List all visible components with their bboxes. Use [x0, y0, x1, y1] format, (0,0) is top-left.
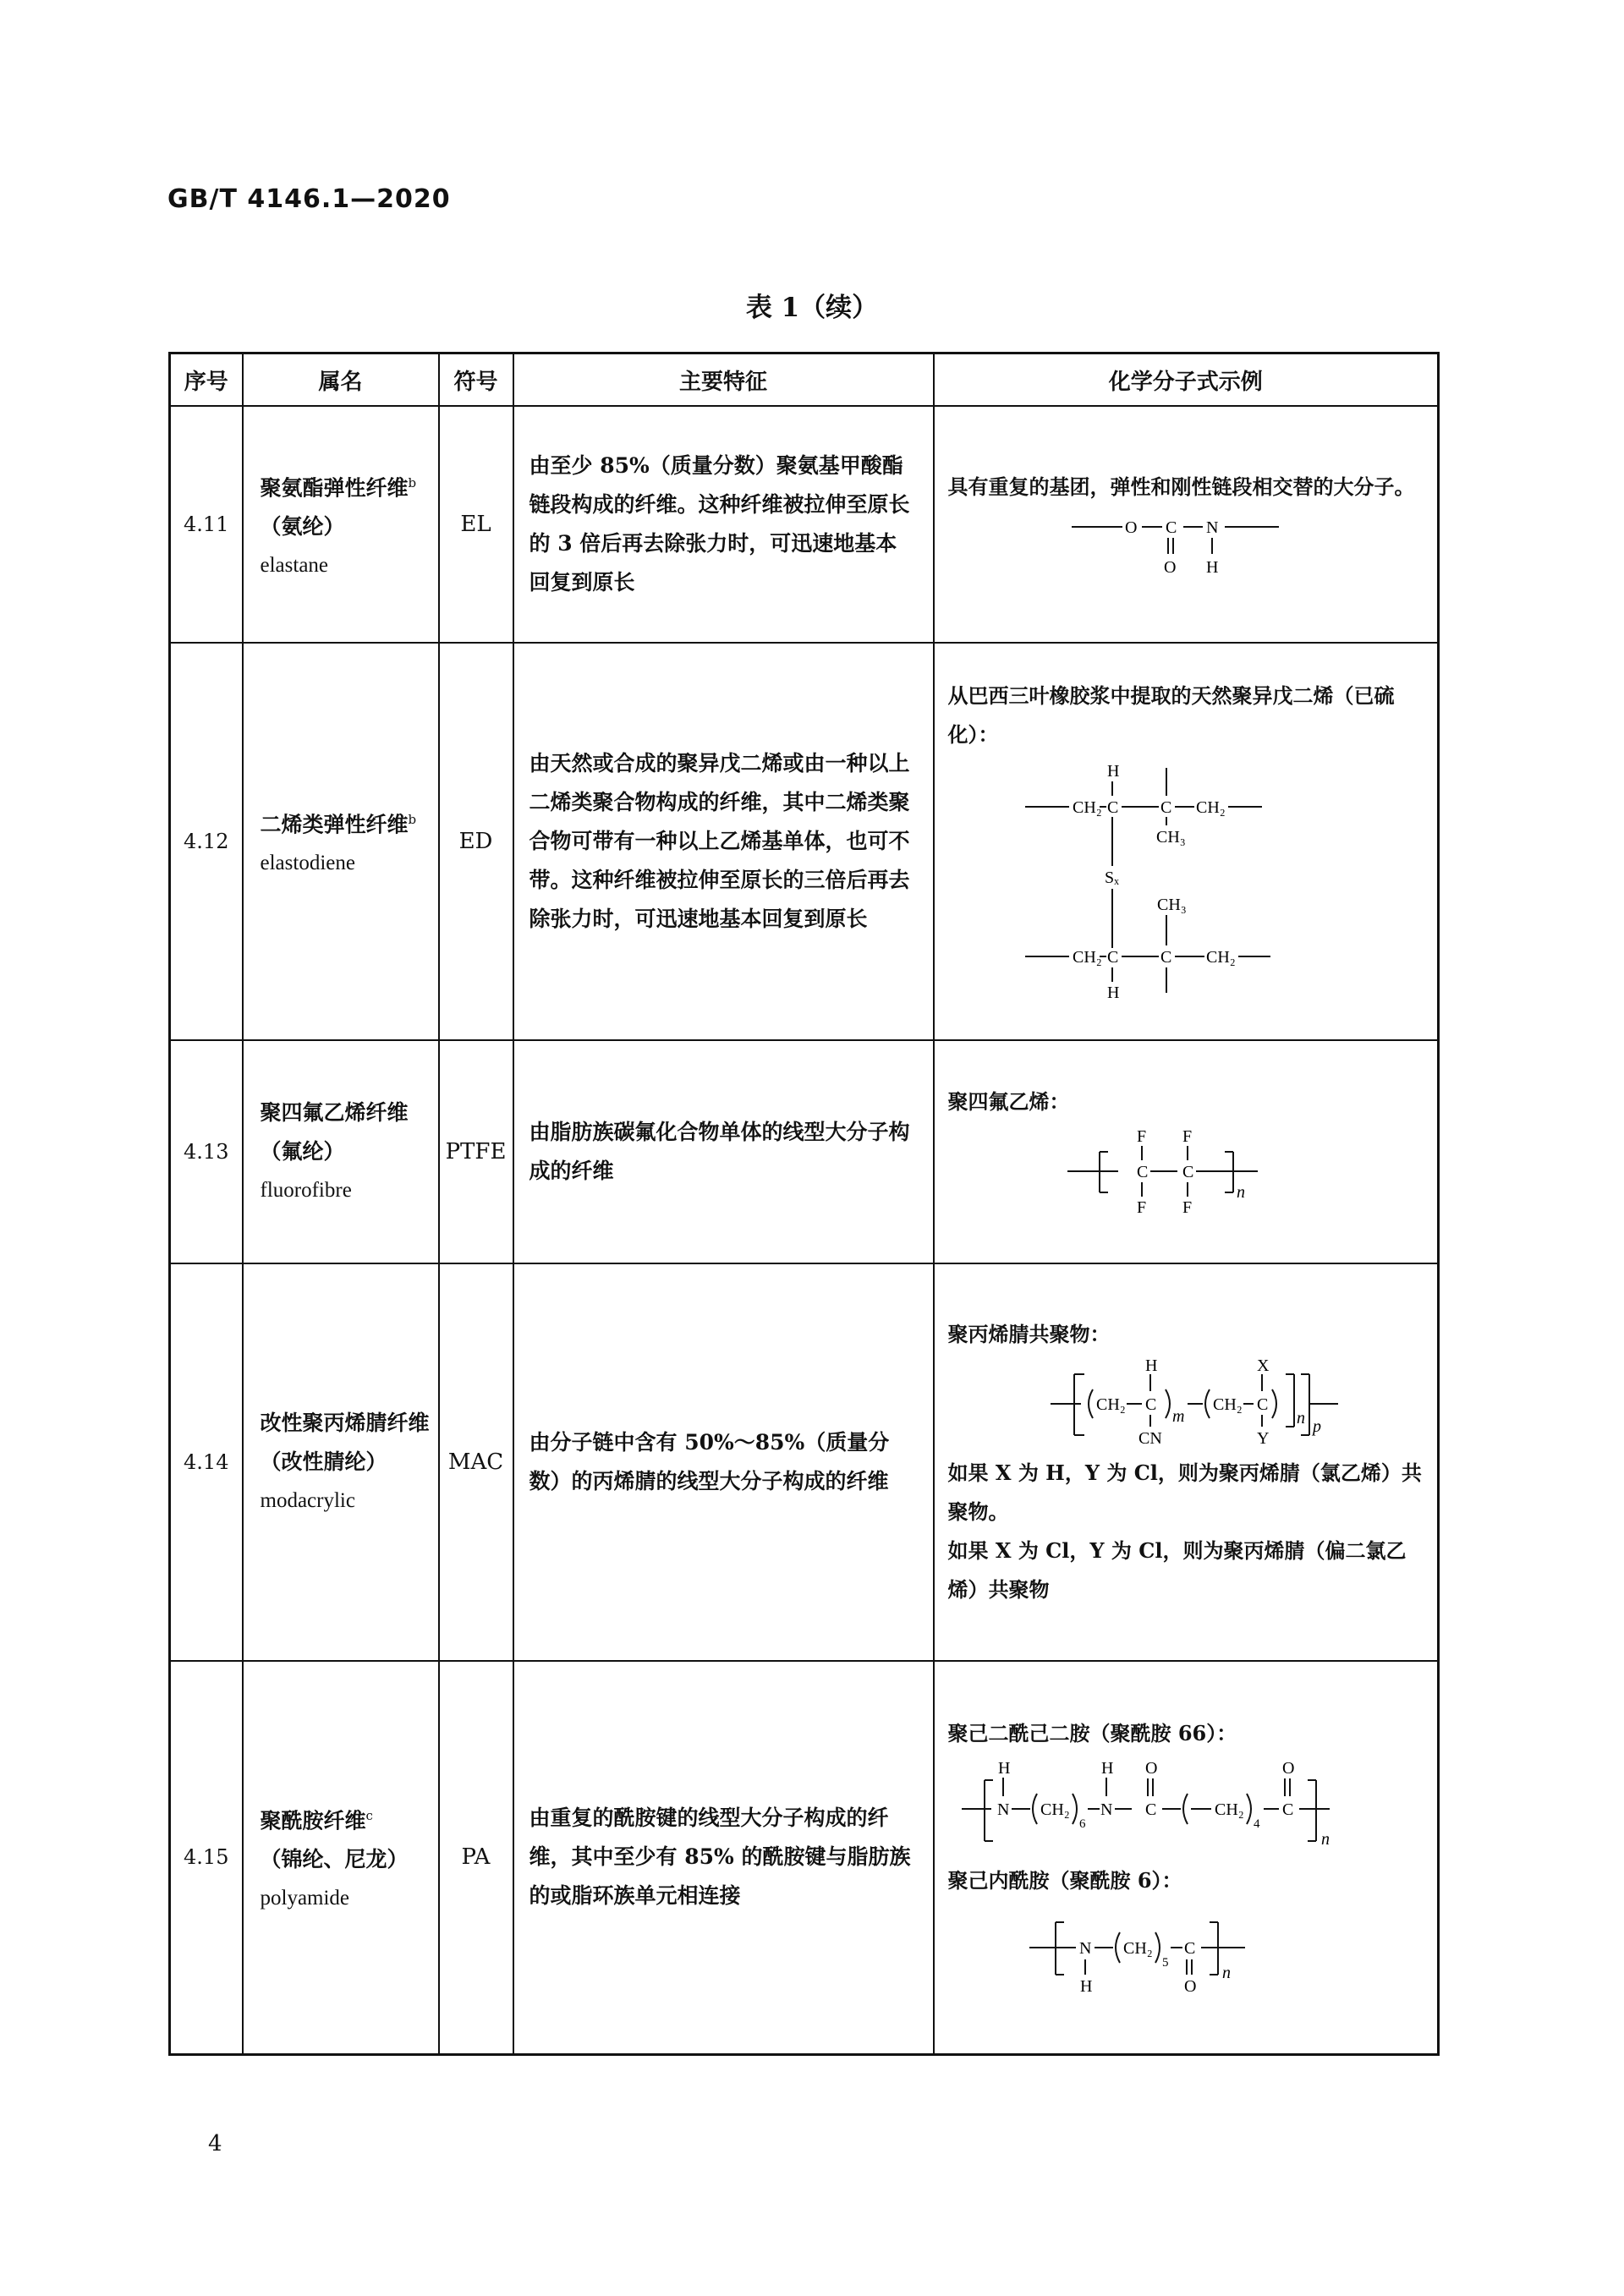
- svg-text:CH₃: CH₃: [1156, 896, 1187, 914]
- genus-cell: [243, 1661, 439, 2054]
- svg-text:CH₂: CH₂: [1195, 798, 1226, 817]
- formula-note: 如果 X 为 Cl，Y 为 Cl，则为聚丙烯腈（偏二氯乙烯）共聚物: [947, 1538, 1407, 1602]
- svg-text:H: H: [1079, 1977, 1093, 1997]
- svg-text:O: O: [1183, 1977, 1197, 1997]
- symbol-cell: ED: [439, 643, 513, 1040]
- svg-text:CH₂: CH₂: [1095, 1395, 1126, 1414]
- formula-description: 聚丙烯腈共聚物：: [947, 1322, 1111, 1346]
- svg-text:H: H: [1100, 1759, 1114, 1778]
- svg-text:N: N: [996, 1800, 1010, 1820]
- genus-cell: [243, 1040, 439, 1263]
- row-number: 4.11: [170, 406, 243, 643]
- svg-text:n: n: [1296, 1409, 1305, 1427]
- symbol-cell: PA: [439, 1661, 513, 2054]
- svg-text:H: H: [1106, 762, 1120, 781]
- feature-cell: 由至少 85%（质量分数）聚氨基甲酸酯链段构成的纤维。这种纤维被拉伸至原长的 3 倍后再去除张力时，可迅速地基本回复到原长: [513, 406, 934, 643]
- svg-text:CH₃: CH₃: [1155, 828, 1186, 847]
- table-row: [170, 1263, 1439, 1661]
- svg-text:CH₂: CH₂: [1212, 1395, 1243, 1414]
- svg-text:F: F: [1136, 1127, 1146, 1146]
- svg-text:C: C: [1182, 1163, 1194, 1181]
- svg-text:F: F: [1182, 1198, 1192, 1217]
- table-row: [170, 643, 1439, 1040]
- genus-cell: [243, 406, 439, 643]
- svg-text:O: O: [1124, 518, 1138, 537]
- table-row: [170, 1661, 1439, 2054]
- modacrylic-formula: [1000, 1357, 1372, 1450]
- genus-name-cn: 聚四氟乙烯纤维: [260, 1100, 409, 1125]
- svg-text:CH₂: CH₂: [1040, 1800, 1070, 1820]
- polyamide-66-formula: [957, 1756, 1414, 1858]
- symbol-cell: MAC: [439, 1263, 513, 1661]
- svg-text:p: p: [1312, 1417, 1321, 1436]
- feature-cell: 由天然或合成的聚异戊二烯或由一种以上二烯类聚合物构成的纤维，其中二烯类聚合物可带有一种以上乙烯基单体，也可不带。这种纤维被拉伸至原长的三倍后再去除张力时，可迅速地基本回复到原长: [513, 643, 934, 1040]
- genus-name-en: fluorofibre: [260, 1179, 352, 1202]
- formula-description: 具有重复的基团，弹性和刚性链段相交替的大分子。: [947, 474, 1415, 499]
- svg-text:CN: CN: [1138, 1429, 1162, 1448]
- svg-text:C: C: [1144, 1395, 1157, 1414]
- svg-text:C: C: [1160, 798, 1172, 817]
- formula-description: 聚己二酰己二胺（聚酰胺 66）：: [947, 1721, 1237, 1746]
- svg-text:H: H: [1144, 1357, 1158, 1375]
- genus-name-en: elastane: [260, 554, 329, 578]
- formula-note: 如果 X 为 H，Y 为 Cl，则为聚丙烯腈（氯乙烯）共聚物。: [947, 1460, 1422, 1524]
- column-header-symbol: 符号: [439, 353, 513, 407]
- genus-alt-name: （锦纶、尼龙）: [260, 1847, 409, 1872]
- svg-text:C: C: [1106, 948, 1119, 967]
- svg-text:N: N: [1100, 1800, 1113, 1820]
- svg-text:C: C: [1281, 1800, 1294, 1820]
- footnote-mark: c: [365, 1808, 373, 1824]
- table-row: [170, 1040, 1439, 1263]
- genus-alt-name: （氟纶）: [260, 1139, 345, 1164]
- svg-text:C: C: [1136, 1163, 1149, 1181]
- svg-text:X: X: [1256, 1357, 1270, 1375]
- svg-text:H: H: [997, 1759, 1011, 1778]
- formula-cell: [934, 1040, 1439, 1263]
- formula-description: 聚四氟乙烯：: [947, 1089, 1070, 1114]
- feature-cell: 由重复的酰胺键的线型大分子构成的纤维，其中至少有 85% 的酰胺键与脂肪族的或脂环族单元相连接: [513, 1661, 934, 2054]
- polyamide-6-formula: [1025, 1904, 1347, 1997]
- svg-text:O: O: [1144, 1759, 1158, 1778]
- standard-code: GB/T 4146.1—2020: [167, 184, 451, 214]
- column-header-name: 属名: [243, 353, 439, 407]
- svg-text:Y: Y: [1256, 1429, 1270, 1448]
- svg-text:m: m: [1171, 1407, 1185, 1426]
- svg-text:F: F: [1182, 1127, 1192, 1146]
- fibre-table: [168, 352, 1440, 2056]
- svg-text:CH₂: CH₂: [1072, 798, 1102, 817]
- svg-text:H: H: [1106, 984, 1120, 1002]
- genus-name-cn: 聚氨酯弹性纤维$^b$: [260, 474, 417, 501]
- genus-cell: [243, 1263, 439, 1661]
- svg-text:O: O: [1281, 1759, 1295, 1778]
- svg-text:C: C: [1183, 1939, 1196, 1959]
- footnote-mark: b: [408, 474, 417, 490]
- svg-text:n: n: [1221, 1964, 1231, 1983]
- svg-text:C: C: [1256, 1395, 1269, 1414]
- svg-text:C: C: [1160, 948, 1172, 967]
- svg-text:C: C: [1165, 518, 1177, 537]
- footnote-mark: b: [408, 811, 417, 827]
- table-row: [170, 406, 1439, 643]
- column-header-formula: 化学分子式示例: [934, 353, 1439, 407]
- svg-text:n: n: [1236, 1183, 1245, 1202]
- formula-cell: [934, 1661, 1439, 2054]
- svg-text:CH₂: CH₂: [1205, 948, 1236, 967]
- svg-text:C: C: [1106, 798, 1119, 817]
- page-number: 4: [208, 2131, 222, 2156]
- svg-text:CH₂: CH₂: [1072, 948, 1102, 967]
- genus-name-en: elastodiene: [260, 852, 355, 875]
- svg-text:F: F: [1136, 1198, 1146, 1217]
- formula-cell: [934, 1263, 1439, 1661]
- svg-text:N: N: [1078, 1939, 1092, 1959]
- symbol-cell: PTFE: [439, 1040, 513, 1263]
- ptfe-formula: [1059, 1125, 1313, 1218]
- formula-description: 聚己内酰胺（聚酰胺 6）：: [947, 1868, 1182, 1893]
- svg-text:CH₂: CH₂: [1122, 1939, 1153, 1959]
- genus-name-cn: 改性聚丙烯腈纤维: [260, 1411, 430, 1435]
- formula-description: 从巴西三叶橡胶浆中提取的天然聚异戊二烯（已硫化）：: [947, 683, 1395, 747]
- svg-text:N: N: [1205, 518, 1219, 537]
- formula-cell: [934, 643, 1439, 1040]
- svg-text:n: n: [1320, 1830, 1330, 1849]
- genus-cell: [243, 643, 439, 1040]
- svg-text:Sₓ: Sₓ: [1104, 869, 1119, 887]
- row-number: 4.15: [170, 1661, 243, 2054]
- svg-text:4: 4: [1253, 1817, 1260, 1832]
- genus-name-cn: 二烯类弹性纤维$^b$: [260, 811, 417, 837]
- symbol-cell: EL: [439, 406, 513, 643]
- genus-name-en: modacrylic: [260, 1489, 355, 1512]
- svg-text:6: 6: [1078, 1817, 1086, 1832]
- row-number: 4.14: [170, 1263, 243, 1661]
- genus-name-cn: 聚酰胺纤维$^c$: [260, 1808, 373, 1833]
- table-header-row: [170, 353, 1439, 407]
- urethane-formula: [1067, 510, 1304, 578]
- row-number: 4.13: [170, 1040, 243, 1263]
- svg-text:5: 5: [1161, 1956, 1169, 1970]
- genus-alt-name: （氨纶）: [260, 514, 345, 540]
- column-header-no: 序号: [170, 353, 243, 407]
- genus-name-en: polyamide: [260, 1887, 350, 1910]
- feature-cell: 由脂肪族碳氟化合物单体的线型大分子构成的纤维: [513, 1040, 934, 1263]
- genus-alt-name: （改性腈纶）: [260, 1449, 387, 1474]
- polyisoprene-formula: [1017, 758, 1355, 1003]
- row-number: 4.12: [170, 643, 243, 1040]
- formula-cell: [934, 406, 1439, 643]
- svg-text:O: O: [1163, 558, 1177, 577]
- table-title: 表 1（续）: [745, 293, 879, 323]
- svg-text:C: C: [1144, 1800, 1157, 1820]
- column-header-feature: 主要特征: [513, 353, 934, 407]
- feature-cell: 由分子链中含有 50%～85%（质量分数）的丙烯腈的线型大分子构成的纤维: [513, 1263, 934, 1661]
- svg-text:H: H: [1205, 558, 1219, 577]
- svg-text:CH₂: CH₂: [1214, 1800, 1244, 1820]
